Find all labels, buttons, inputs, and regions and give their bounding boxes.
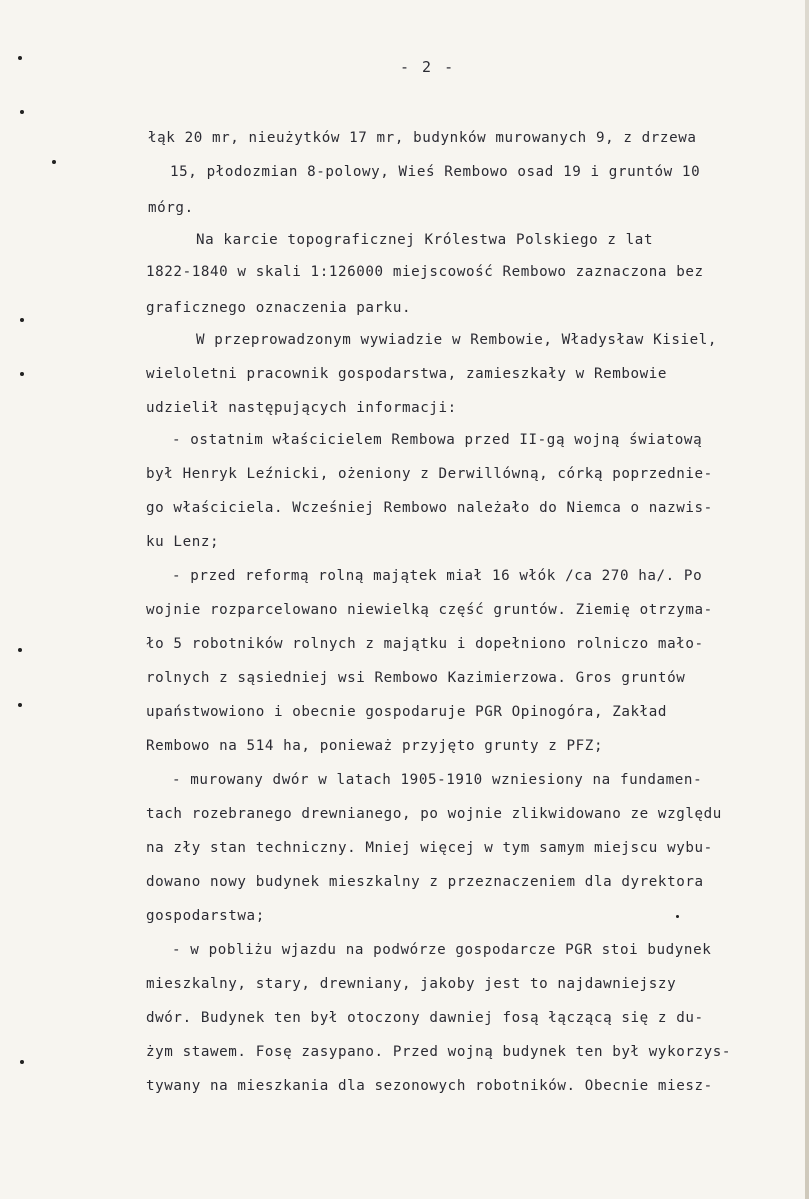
text-line: udzielił następujących informacji: (146, 400, 457, 416)
text-line: ku Lenz; (146, 534, 220, 550)
text-line: 15, płodozmian 8-polowy, Wieś Rembowo osad 19 i gruntów 10 (170, 164, 701, 180)
page-number: - 2 - (400, 58, 456, 76)
margin-mark (676, 915, 679, 918)
text-line: mieszkalny, stary, drewniany, jakoby jest to najdawniejszy (146, 976, 677, 992)
text-line: - ostatnim właścicielem Rembowa przed II-gą wojną światową (172, 432, 703, 448)
text-line: dowano nowy budynek mieszkalny z przeznaczeniem dla dyrektora (146, 874, 704, 890)
margin-mark (52, 160, 56, 164)
text-line: graficznego oznaczenia parku. (146, 300, 412, 316)
margin-mark (20, 110, 24, 114)
margin-mark (18, 648, 22, 652)
paper-edge (805, 0, 809, 1199)
text-line: rolnych z sąsiedniej wsi Rembowo Kazimierzowa. Gros gruntów (146, 670, 686, 686)
text-line: go właściciela. Wcześniej Rembowo należało do Niemca o nazwis- (146, 500, 713, 516)
text-line: upaństwowiono i obecnie gospodaruje PGR Opinogóra, Zakład (146, 704, 668, 720)
text-line: tach rozebranego drewnianego, po wojnie zlikwidowano ze względu (146, 806, 722, 822)
text-line: łąk 20 mr, nieużytków 17 mr, budynków murowanych 9, z drzewa (148, 130, 697, 146)
text-line: - w pobliżu wjazdu na podwórze gospodarcze PGR stoi budynek (172, 942, 712, 958)
text-line: gospodarstwa; (146, 908, 265, 924)
text-line: Rembowo na 514 ha, ponieważ przyjęto grunty z PFZ; (146, 738, 604, 754)
margin-mark (20, 318, 24, 322)
text-line: W przeprowadzonym wywiadzie w Rembowie, Władysław Kisiel, (196, 332, 718, 348)
text-line: wieloletni pracownik gospodarstwa, zamieszkały w Rembowie (146, 366, 668, 382)
text-line: - przed reformą rolną majątek miał 16 włók /ca 270 ha/. Po (172, 568, 703, 584)
text-line: tywany na mieszkania dla sezonowych robotników. Obecnie miesz- (146, 1078, 713, 1094)
text-line: żym stawem. Fosę zasypano. Przed wojną budynek ten był wykorzys- (146, 1044, 732, 1060)
margin-mark (20, 372, 24, 376)
text-line: mórg. (148, 200, 194, 216)
text-line: ło 5 robotników rolnych z majątku i dopełniono rolniczo mało- (146, 636, 704, 652)
margin-mark (18, 703, 22, 707)
text-line: wojnie rozparcelowano niewielką część gruntów. Ziemię otrzyma- (146, 602, 713, 618)
text-line: na zły stan techniczny. Mniej więcej w tym samym miejscu wybu- (146, 840, 713, 856)
margin-mark (18, 56, 22, 60)
text-line: był Henryk Leźnicki, ożeniony z Derwillówną, córką poprzednie- (146, 466, 713, 482)
margin-mark (20, 1060, 24, 1064)
text-line: - murowany dwór w latach 1905-1910 wzniesiony na fundamen- (172, 772, 703, 788)
text-line: dwór. Budynek ten był otoczony dawniej fosą łączącą się z du- (146, 1010, 704, 1026)
text-line: 1822-1840 w skali 1:126000 miejscowość Rembowo zaznaczona bez (146, 264, 704, 280)
text-line: Na karcie topograficznej Królestwa Polskiego z lat (196, 232, 654, 248)
